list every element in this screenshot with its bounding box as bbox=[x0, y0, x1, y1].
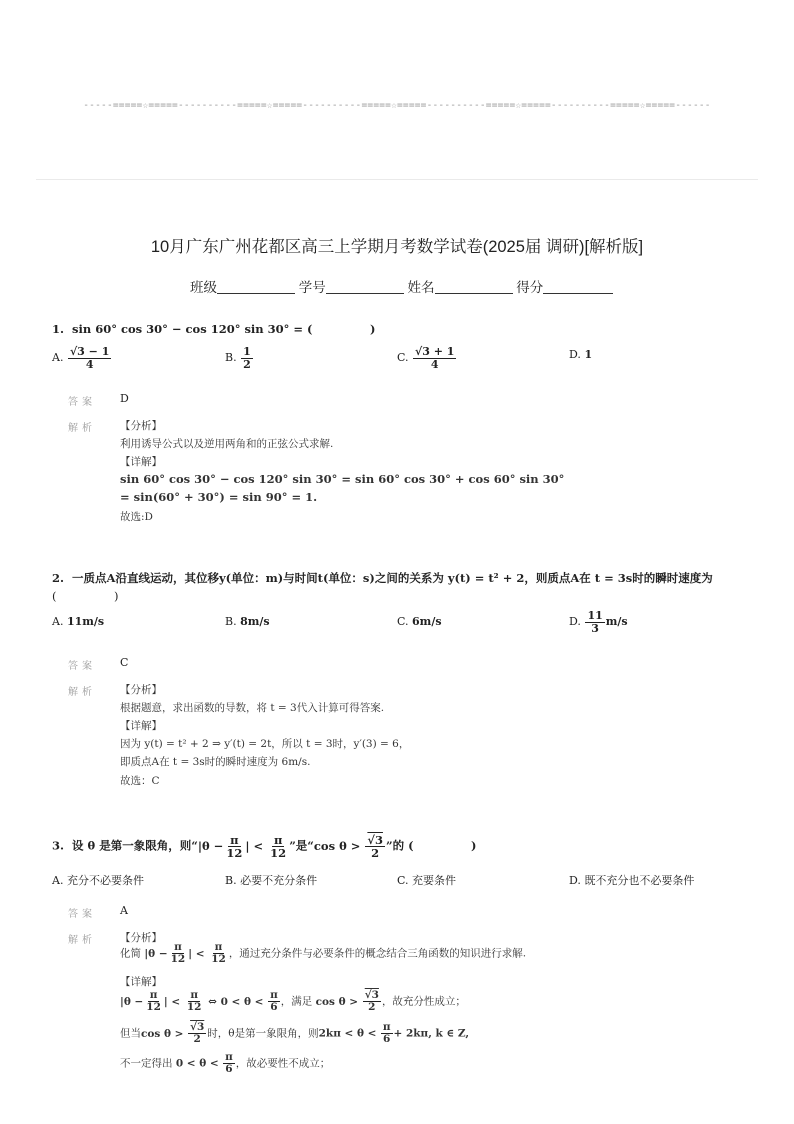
q3-line-6: 不一定得出 0 < θ < $\frac{\pi}{6}$ ，故必要性不成立； bbox=[120, 1051, 331, 1076]
q2-line-5: 即质点A在 t = 3s时的瞬时速度为 6m/s. bbox=[120, 756, 311, 768]
q1-line-6: 故选:D bbox=[120, 511, 153, 523]
student-info-line bbox=[190, 276, 613, 296]
q1-option-a[interactable]: A. $\frac{√3 - 1}{4}$ bbox=[52, 345, 110, 371]
question-2 bbox=[52, 570, 713, 586]
q1-line-2: 利用诱导公式以及逆用两角和的正弦公式求解. bbox=[120, 438, 334, 450]
q3-option-a[interactable]: A. 充分不必要条件 bbox=[52, 874, 144, 887]
q3-option-d[interactable]: D. 既不充分也不必要条件 bbox=[569, 874, 695, 887]
q2-option-d[interactable]: D. $\frac{11}{3}$ m/s bbox=[569, 609, 628, 635]
header-rule bbox=[36, 179, 758, 180]
question-2-bracket: ( ) bbox=[52, 589, 119, 603]
q2-answer: C bbox=[120, 656, 129, 669]
answer-label: 答案 bbox=[68, 397, 96, 408]
question-stem: 一质点A沿直线运动，其位移y(单位：m)与时间t(单位：s)之间的关系为 y(t) = t² + 2，则质点A在 t = 3s时的瞬时速度为 bbox=[72, 571, 713, 585]
question-1 bbox=[52, 321, 375, 337]
score-blank[interactable] bbox=[543, 280, 613, 294]
q3-line-2: 化简 |θ − $\frac{\pi}{12}$ | < $\frac{\pi}{12}$ ，通过充分条件与必要条件的概念结合三角函数的知识进行求解. bbox=[120, 941, 527, 966]
q2-line-1: 【分析】 bbox=[120, 684, 162, 696]
q1-line-5: = sin(60° + 30°) = sin 90° = 1. bbox=[120, 490, 318, 504]
cos-expression: cos θ > $\frac{√3}{2}$ bbox=[313, 833, 383, 861]
q2-line-6: 故选：C bbox=[120, 775, 160, 787]
number-blank[interactable] bbox=[326, 280, 404, 294]
decorative-divider: -----=====☆=====----------=====☆=====----------=====☆=====----------=====☆=====----------=====☆=====------ bbox=[83, 100, 711, 111]
page-title: 10月广东广州花都区高三上学期月考数学试卷(2025届 调研)[解析版] bbox=[150, 238, 644, 256]
q1-answer: D bbox=[120, 392, 129, 405]
q3-option-b[interactable]: B. 必要不充分条件 bbox=[225, 874, 318, 887]
analysis-label: 解析 bbox=[68, 935, 96, 946]
answer-label: 答案 bbox=[68, 909, 96, 920]
class-label: 班级 bbox=[190, 280, 217, 295]
q1-option-d[interactable]: D. 1 bbox=[569, 348, 593, 361]
fraction: $\frac{√3 - 1}{4}$ bbox=[69, 345, 110, 371]
question-number: 3. bbox=[52, 838, 65, 853]
q2-option-a[interactable]: A. 11m/s bbox=[52, 615, 105, 628]
answer-label: 答案 bbox=[68, 661, 96, 672]
class-blank[interactable] bbox=[217, 280, 295, 294]
q1-line-1: 【分析】 bbox=[120, 420, 162, 432]
q1-option-b[interactable]: B. $\frac{1}{2}$ bbox=[225, 345, 251, 371]
q2-line-3: 【详解】 bbox=[120, 720, 162, 732]
score-label: 得分 bbox=[516, 280, 544, 295]
analysis-label: 解析 bbox=[68, 423, 96, 434]
number-label: 学号 bbox=[298, 280, 326, 295]
fraction: $\frac{√3 + 1}{4}$ bbox=[415, 345, 455, 371]
q1-line-4: sin 60° cos 30° − cos 120° sin 30° = sin 60° cos 30° + cos 60° sin 30° bbox=[120, 472, 565, 486]
name-blank[interactable] bbox=[435, 280, 513, 294]
q3-answer: A bbox=[120, 904, 128, 917]
question-3: 3. 设 θ 是第一象限角，则“|θ − $\frac{\pi}{12}$ | < $\frac{\pi}{12}$ ”是“cos θ > $\frac{√3}{2}$ ”的 ( ) bbox=[52, 833, 477, 861]
question-number: 1. bbox=[52, 322, 65, 336]
abs-expression: |θ − $\frac{\pi}{12}$ | < $\frac{\pi}{12}$ bbox=[197, 833, 287, 861]
q1-option-c[interactable]: C. $\frac{√3 + 1}{4}$ bbox=[397, 345, 455, 371]
q1-line-3: 【详解】 bbox=[120, 456, 162, 468]
q2-line-4: 因为 y(t) = t² + 2 ⇒ y′(t) = 2t，所以 t = 3时，y′(3) = 6， bbox=[120, 738, 410, 750]
question-stem: sin 60° cos 30° − cos 120° sin 30° = ( ) bbox=[72, 322, 376, 336]
q2-line-2: 根据题意，求出函数的导数，将 t = 3代入计算可得答案. bbox=[120, 702, 385, 714]
q3-line-3: 【详解】 bbox=[120, 976, 162, 988]
q3-line-1: 【分析】 bbox=[120, 932, 162, 944]
q3-line-4: |θ − $\frac{\pi}{12}$ | < $\frac{\pi}{12}$ ⇔ 0 < θ < $\frac{\pi}{6}$ ，满足 cos θ > $\frac{√3}{2}$ ，故充分性成立； bbox=[120, 989, 466, 1014]
fraction: $\frac{11}{3}$ bbox=[587, 609, 603, 635]
q3-option-c[interactable]: C. 充要条件 bbox=[397, 874, 457, 887]
q2-option-c[interactable]: C. 6m/s bbox=[397, 615, 442, 628]
q3-line-5: 但当cos θ > $\frac{√3}{2}$ 时，θ是第一象限角，则2kπ < θ < $\frac{\pi}{6}$ + 2kπ, k ∈ Z, bbox=[120, 1021, 470, 1046]
analysis-label: 解析 bbox=[68, 687, 96, 698]
question-number: 2. bbox=[52, 571, 65, 585]
fraction: $\frac{1}{2}$ bbox=[243, 345, 251, 371]
name-label: 姓名 bbox=[407, 280, 435, 295]
q2-option-b[interactable]: B. 8m/s bbox=[225, 615, 270, 628]
